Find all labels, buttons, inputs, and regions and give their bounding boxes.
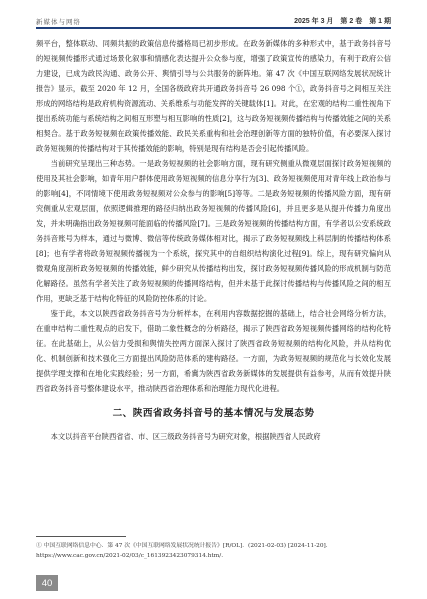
body-paragraph: 当前研究呈现出三种态势。一是政务短视频的社会影响方面，现有研究侧重从微观层面探讨政务短视频的使用及其社会影响，如青年用户群体使用政务短视频的信息分享行为[3]、政务短视频使用对青年线上政治参与的影响[4]，不同情境下使用政务短视频对公众参与的影响[5]等等。二是政务短视频的传播风险方面，现有研究侧重从宏观层面，依照逻辑推理的路径归纳出政务短视频的传播风险[6]，并且更多是从提升传播力角度出发，并未明确指出政务短视频可能面临的传播风险[7]。三是政务短视频的传播结构方面，有学者以公安系统政务抖音账号为样本，通过与微博、微信等传统政务媒体相对比，揭示了政务短视频线上科层制的传播结构体系[8]；也有学者将政务短视频传播视为一个系统，探究其中的自组织结构演化过程[9]。综上，现有研究偏向从微观角度剖析政务短视频的传播效能，鲜少研究从传播结构出发，探讨政务短视频传播风险的形成机制与防范化解路径。虽然有学者关注了政务短视频的传播网络结构，但并未基于此探讨传播结构与传播风险之间的相互作用，更缺乏基于结构化特征的风险防控体系的讨论。 — [36, 159, 391, 303]
body-paragraph: 鉴于此，本文以陕西省政务抖音号为分析样本，在利用内容数据挖掘的基础上，结合社会网络分析方法，在重申结构二重性观点的启发下，借助二象性概念的分析路径，揭示了陕西省政务短视频传播网络的结构化特征。在此基础上，从公信力受损和舆情失控两方面深入探讨了陕西省政务短视频的结构化风险，并从结构优化、机制创新和技术强化三方面提出风险防范体系的建构路径。一方面，为政务短视频的规范化与长效化发展提供学理支撑和在地化实践经验；另一方面，希冀为陕西省政务新媒体的发展提供有益参考，从而有效提升陕西省政务抖音号整体建设水平，推动陕西省治理体系和治理能力现代化进程。 — [36, 309, 391, 393]
journal-name: 新媒体与网络 — [36, 18, 81, 26]
running-header — [36, 10, 391, 26]
body-paragraph: 本文以抖音平台陕西省省、市、区三级政务抖音号为研究对象，根据陕西省人民政府 — [50, 432, 321, 441]
footnote: ① 中国互联网络信息中心．第 47 次《中国互联网络发展状况统计报告》[R/OL]．(2021-02-03) [2024-11-20]. https://www.cac.gov.cn/2021-02/03/c_1613923423079314.htm/. — [36, 543, 328, 559]
header-divider — [36, 27, 391, 29]
body-paragraph: 频平台，整体联动、同频共振的政策信息传播格局已初步形成。在政务新媒体的多种形式中，基于政务抖音号的短视频传播形式通过场景化叙事和情感化表达提升公众参与度，增强了政策宣传的感染力，有利于政府公信力建设，已成为政民沟通、政务公开、舆情引导与公共服务的新阵地。第 47 次《中国互联网络发展状况统计报告》显示，截至 2020 年 12 月，全国各级政府共开通政务抖音号 26 098 个①，政务抖音号之间相互关注形成的网络结构是政府机构资源流动、关系维系与功能发挥的关键载体[1]。对此，在宏观的结构二重性视角下提出系统功能与系统结构之间相互形塑与相互影响的性质[2]，这与政务短视频传播结构与传播效能之间的关系相契合。基于政务短视频在政策传播效能、政民关系重构和社会治理创新等方面的独特价值，有必要深入探讨政务短视频的传播结构对于其传播效能的影响，特别是现有结构是否会引起传播风险。 — [36, 39, 391, 153]
article-body — [36, 36, 391, 539]
footnote-divider — [36, 536, 126, 537]
section-heading: 二、陕西省政务抖音号的基本情况与发展态势 — [112, 408, 315, 419]
page-number: 40 — [36, 575, 58, 591]
issue-info: 2025 年 3 月 第 2 卷 第 1 期 — [294, 18, 391, 25]
